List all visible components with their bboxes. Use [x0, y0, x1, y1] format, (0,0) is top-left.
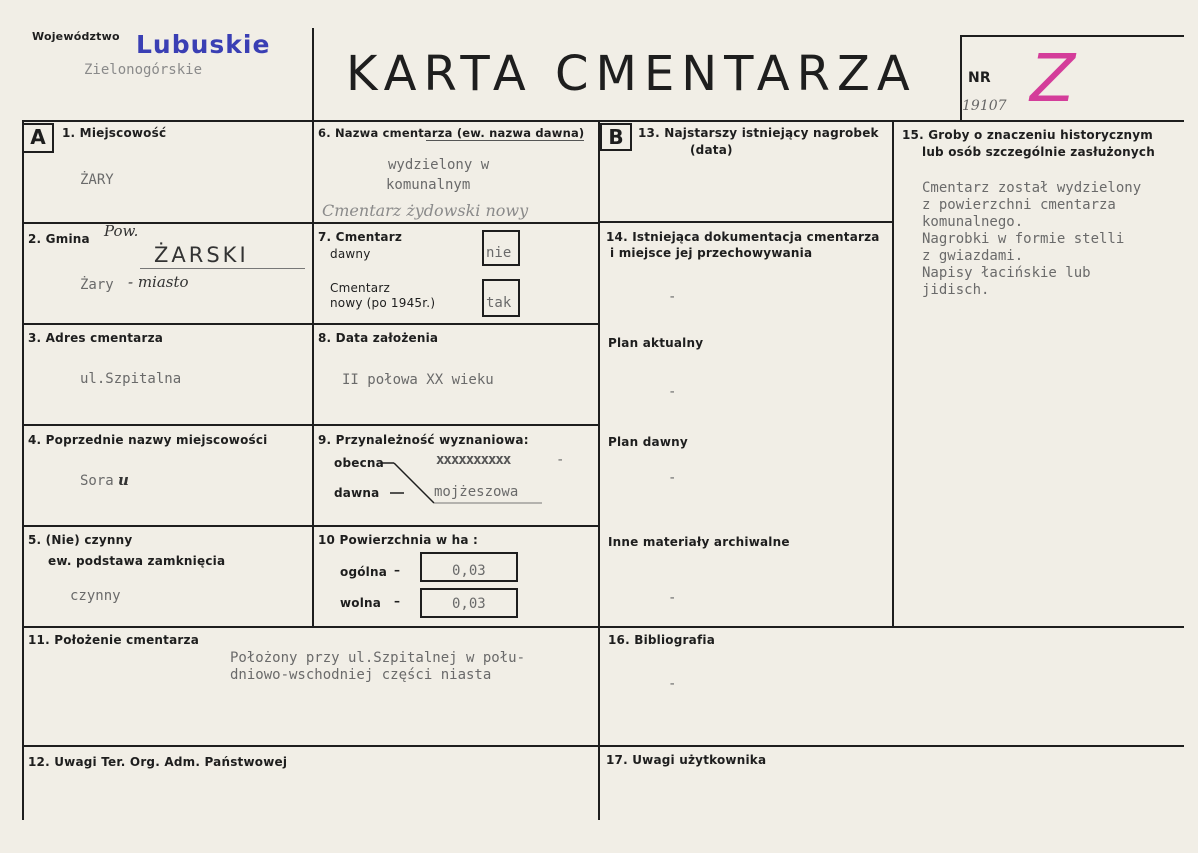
f15-label-1: 15. Groby o znaczeniu historycznym: [902, 128, 1153, 142]
f6-hand-value: Cmentarz żydowski nowy: [322, 201, 529, 220]
plan-dawny-value: -: [668, 470, 677, 486]
rule-row3: [22, 424, 598, 426]
section-b-letter: B: [600, 123, 632, 151]
f10-ogolna-dash: –: [394, 563, 401, 577]
f15-label-2: lub osób szczególnie zasłużonych: [922, 145, 1155, 159]
f10-ogolna-value: 0,03: [452, 563, 486, 579]
f9-label: 9. Przynależność wyznaniowa:: [318, 433, 529, 447]
f11-line-1: Położony przy ul.Szpitalnej w połu-: [230, 650, 526, 666]
rule-title-left: [312, 28, 314, 628]
f2-hand-value: ŻARSKI: [154, 243, 249, 267]
f6-label: 6. Nazwa cmentarza (ew. nazwa dawna): [318, 126, 585, 140]
card-title: KARTA CMENTARZA: [346, 46, 917, 102]
f7-dawny-label: dawny: [330, 247, 371, 261]
f11-label: 11. Położenie cmentarza: [28, 633, 200, 647]
f7-nowy-label-1: Cmentarz: [330, 281, 390, 295]
f2-hand-suffix: - miasto: [128, 273, 189, 291]
nr-label: NR: [968, 70, 991, 86]
f9-connector-lines: [380, 455, 550, 510]
gmina-underline: [140, 268, 305, 269]
f2-label: 2. Gmina: [28, 232, 90, 246]
f10-wolna-label: wolna: [340, 596, 382, 610]
f16-label: 16. Bibliografia: [608, 633, 715, 647]
f10-label: 10 Powierzchnia w ha :: [318, 533, 479, 547]
f10-wolna-value: 0,03: [452, 596, 486, 612]
rule-b-13: [598, 221, 893, 223]
f15-line-1: Cmentarz został wydzielony: [922, 180, 1142, 196]
nr-handwritten: 19107: [962, 98, 1007, 114]
rule-row2: [22, 323, 598, 325]
f2-value: Żary: [80, 277, 114, 293]
f13-label-2: (data): [690, 143, 733, 157]
f7-dawny-value: nie: [486, 245, 512, 261]
f4-hand-value: u: [118, 471, 129, 489]
rule-b-right: [892, 120, 894, 628]
rule-top: [22, 120, 1184, 122]
f6-label-underline: [426, 140, 584, 141]
f15-line-4: Nagrobki w formie stelli: [922, 231, 1125, 247]
f11-line-2: dniowo-wschodniej części niasta: [230, 667, 492, 683]
f6-line-2: komunalnym: [386, 177, 471, 193]
f7-nowy-value: tak: [486, 295, 512, 311]
f13-label-1: 13. Najstarszy istniejący nagrobek: [638, 126, 879, 140]
plan-aktualny-label: Plan aktualny: [608, 336, 704, 350]
rule-row5: [22, 626, 1184, 628]
f8-value: II połowa XX wieku: [342, 372, 494, 388]
f5-label-1: 5. (Nie) czynny: [28, 533, 133, 547]
f9-obecna-label: obecna: [334, 456, 384, 470]
f14-value: -: [668, 289, 677, 305]
f1-label: 1. Miejscowość: [62, 126, 167, 140]
f14-label-1: 14. Istniejąca dokumentacja cmentarza: [606, 230, 880, 244]
f9-dawna-value: mojżeszowa: [434, 484, 519, 500]
f15-line-2: z powierzchni cmentarza: [922, 197, 1116, 213]
f14-label-2: i miejsce jej przechowywania: [610, 246, 813, 260]
f5-label-2: ew. podstawa zamknięcia: [48, 554, 226, 568]
f7-label: 7. Cmentarz: [318, 230, 403, 244]
f15-line-5: z gwiazdami.: [922, 248, 1024, 264]
f9-obecna-dash: -: [556, 452, 565, 468]
f15-line-3: komunalnego.: [922, 214, 1024, 230]
f10-ogolna-label: ogólna: [340, 565, 388, 579]
rule-nr-top: [960, 35, 1184, 37]
f9-dawna-label: dawna: [334, 486, 380, 500]
inne-value: -: [668, 590, 677, 606]
rule-row6: [22, 745, 1184, 747]
f4-label: 4. Poprzednie nazwy miejscowości: [28, 433, 268, 447]
f7-nowy-label-2: nowy (po 1945r.): [330, 296, 436, 310]
plan-dawny-label: Plan dawny: [608, 435, 688, 449]
inne-label: Inne materiały archiwalne: [608, 535, 790, 549]
f15-line-7: jidisch.: [922, 282, 990, 298]
nr-letter: Z: [1030, 40, 1076, 117]
f2-hand-prefix: Pow.: [104, 222, 139, 240]
wojewodztwo-label: Województwo: [32, 30, 120, 43]
f16-value: -: [668, 676, 677, 692]
plan-aktualny-value: -: [668, 384, 677, 400]
f3-value: ul.Szpitalna: [80, 371, 182, 387]
f4-value: Sora: [80, 473, 114, 489]
stamp-lubuskie: Lubuskie: [136, 30, 271, 59]
rule-row4: [22, 525, 598, 527]
f1-value: ŻARY: [80, 172, 114, 188]
f6-line-1: wydzielony w: [388, 157, 490, 173]
f8-label: 8. Data założenia: [318, 331, 439, 345]
f3-label: 3. Adres cmentarza: [28, 331, 164, 345]
f12-label: 12. Uwagi Ter. Org. Adm. Państwowej: [28, 755, 288, 769]
f15-line-6: Napisy łacińskie lub: [922, 265, 1091, 281]
section-a-letter: A: [22, 123, 54, 153]
f9-obecna-value: xxxxxxxxxx: [436, 452, 511, 468]
rule-mid: [598, 120, 600, 820]
stamp-zielonogorskie: Zielonogórskie: [84, 62, 203, 78]
f10-wolna-dash: –: [394, 594, 401, 608]
rule-card-left: [22, 120, 24, 820]
f5-value: czynny: [70, 588, 121, 604]
f17-label: 17. Uwagi użytkownika: [606, 753, 767, 767]
